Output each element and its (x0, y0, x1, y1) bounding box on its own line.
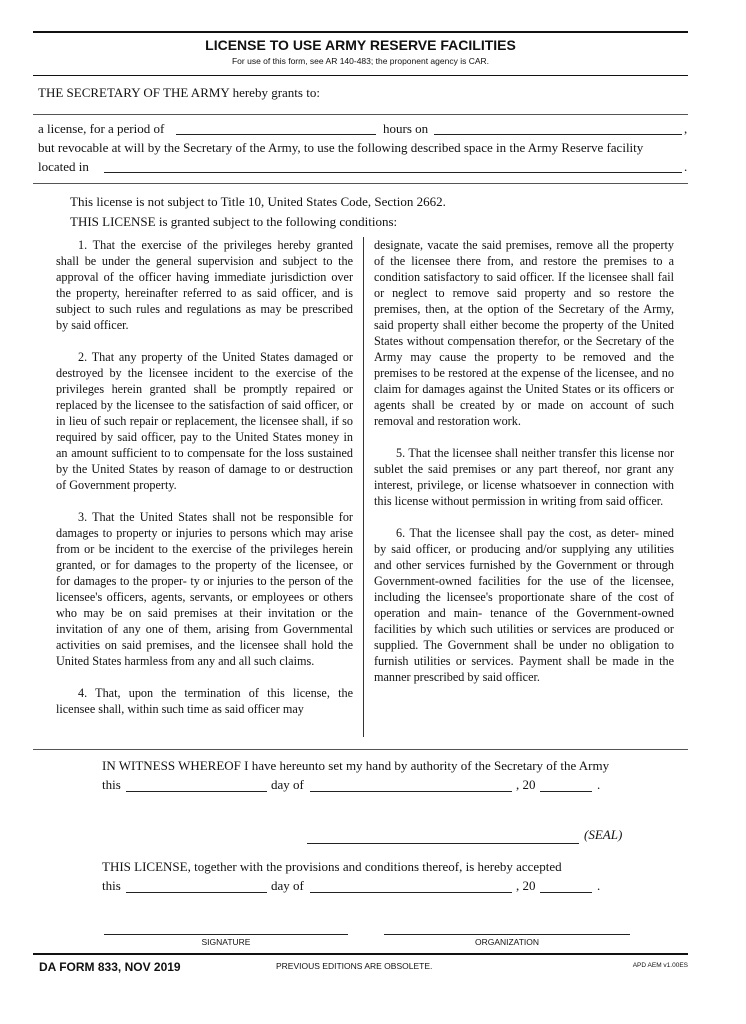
title10-notice: This license is not subject to Title 10, United States Code, Section 2662. (70, 194, 446, 209)
column-divider (363, 237, 364, 737)
witness-month-field[interactable] (310, 777, 512, 792)
hours-on-comma: , (684, 121, 688, 136)
witness-year-field[interactable] (540, 777, 592, 792)
acceptance-period: . (597, 878, 601, 893)
version-label: APD AEM v1.00ES (632, 962, 688, 969)
signature-label: SIGNATURE (201, 937, 251, 947)
conditions-left-column (56, 237, 353, 717)
acceptance-day-field[interactable] (126, 878, 267, 893)
acceptance-text: THIS LICENSE, together with the provisions and conditions thereof, is hereby accepted (102, 859, 562, 874)
witness-day-field[interactable] (126, 777, 267, 792)
acceptance-year-label: , 20 (516, 878, 536, 893)
organization-label: ORGANIZATION (474, 937, 540, 947)
license-period-label: a license, for a period of (38, 121, 165, 136)
seal-label: (SEAL) (584, 827, 623, 842)
condition-3: 3. That the United States shall not be responsible for damages to property or injuries to persons which may arise from or be incident to the exercise of the privileges herein granted, or for damages to the property of the licensee, or for damages to the proper- ty or injuries to the person of the licensee's officers, agents, servants, or employees or others who may be on said premises at their invitation or the invitation of any one of them, arising from Governmental activities on said premises, and the licensee shall hold the United States harmless from any and all such claims. (56, 510, 353, 668)
form-subtitle: For use of this form, see AR 140-483; the proponent agency is CAR. (231, 56, 490, 66)
condition-4: 4. That, upon the termination of this license, the licensee shall, within such time as said officer may (56, 686, 353, 716)
revocable-text: but revocable at will by the Secretary of the Army, to use the following described space in the Army Reserve facility (38, 140, 644, 155)
condition-1: 1. That the exercise of the privileges hereby granted shall be under the general supervision and subject to the approval of the officer having immediate jurisdiction over the property, hereinafter referred to as said officer, and is subject to such rules and regulations as may be prescribed by said officer. (56, 238, 353, 332)
conditions-right-column (374, 237, 674, 685)
signature-field[interactable] (104, 920, 348, 935)
located-in-period: . (684, 159, 688, 174)
located-in-label: located in (38, 159, 89, 174)
conditions-bottom-divider (33, 749, 688, 750)
acceptance-day-of-label: day of (271, 878, 304, 893)
acceptance-month-field[interactable] (310, 878, 512, 893)
witness-period: . (597, 777, 601, 792)
license-period-field[interactable] (176, 120, 376, 135)
located-in-field[interactable] (104, 158, 682, 173)
hours-on-field[interactable] (434, 120, 682, 135)
condition-2: 2. That any property of the United States damaged or destroyed by the licensee incident to the exercise of the privileges herein granted shall be promptly repaired or replaced by the licensee to the satisfaction of said officer, or in lieu of such repair or replacement, the licensee shall, if so required by said officer, pay to the United States money in an amount sufficient to to compensate for the loss sustained by the United States by reason of damage to or destruction of Government property. (56, 350, 353, 492)
condition-6: 6. That the licensee shall pay the cost, as deter- mined by said officer, or producing and/or supplying any utilities and other services furnished by the Government or through Government-owned facilities for the use of the licensee, including the licensee's proportionate share of the cost of operation and main- tenance of the Government-owned facilities by which such utilities or services are produced or supplied. The Government shall be under no obligation to furnish utilities or services. Payment shall be made in the manner prescribed by said officer. (374, 526, 674, 684)
acceptance-year-field[interactable] (540, 878, 592, 893)
organization-field[interactable] (384, 920, 630, 935)
located-divider (33, 183, 688, 184)
form-title: LICENSE TO USE ARMY RESERVE FACILITIES (205, 37, 516, 53)
witness-text: IN WITNESS WHEREOF I have hereunto set my hand by authority of the Secretary of the Army (102, 758, 610, 773)
footer-border (33, 953, 688, 955)
top-border (33, 31, 688, 33)
seal-signature-field[interactable] (307, 829, 579, 844)
condition-4-continued: designate, vacate the said premises, remove all the property of the licensee there from, and restore the premises to a condition satisfactory to said officer. If the licensee shall fail or neglect to remove said property and so restore the premises, then, at the option of the Secretary of the Army, said property shall either become the property of the United States without compensation therefor, or the Secretary of the Army may cause the property to be removed and the premises to be restored at the expense of the licensee, and no claim for damages against the United States or its officers or agents shall be created by or made on account of such removal and restoration work. (374, 238, 674, 428)
obsolete-notice: PREVIOUS EDITIONS ARE OBSOLETE. (276, 961, 433, 971)
header-divider (33, 75, 688, 76)
witness-day-of-label: day of (271, 777, 304, 792)
witness-year-label: , 20 (516, 777, 536, 792)
grant-divider (33, 114, 688, 115)
hours-on-label: hours on (383, 121, 429, 136)
witness-this-label: this (102, 777, 121, 792)
conditions-heading: THIS LICENSE is granted subject to the following conditions: (70, 214, 398, 229)
acceptance-this-label: this (102, 878, 121, 893)
form-number: DA FORM 833, NOV 2019 (39, 960, 181, 974)
grants-to-text: THE SECRETARY OF THE ARMY hereby grants to: (38, 85, 320, 100)
condition-5: 5. That the licensee shall neither transfer this license nor sublet the said premises or any part thereof, nor grant any interest, privilege, or license whatsoever in connection with this license without permission in writing from said officer. (374, 446, 674, 508)
